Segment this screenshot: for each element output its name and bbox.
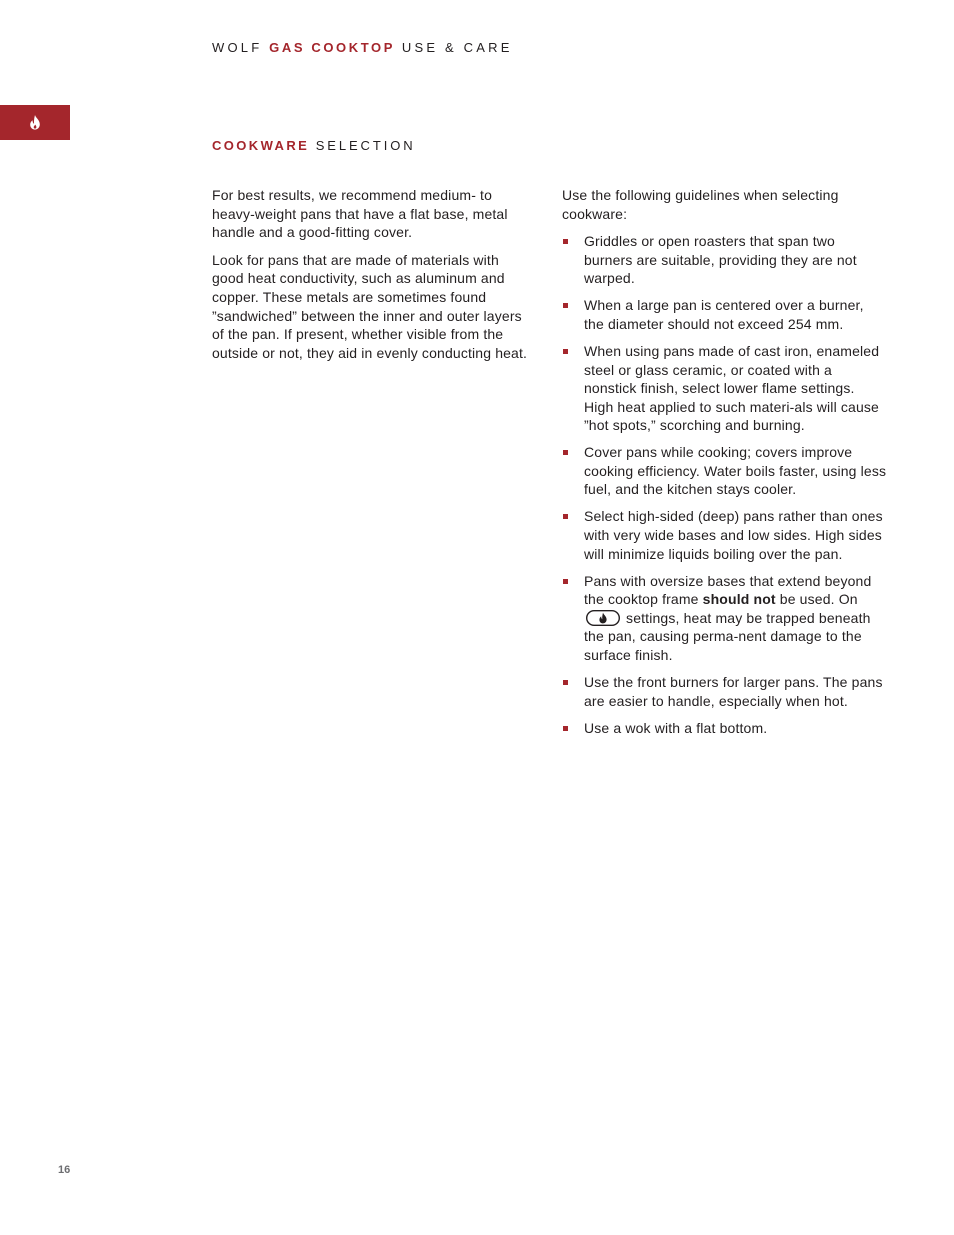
guidelines-list (562, 232, 887, 737)
list-item-text: Griddles or open roasters that span two burners are suitable, providing they are not warped. (584, 233, 857, 287)
materials-paragraph: Look for pans that are made of materials with good heat conductivity, such as aluminum and copper. These metals are sometimes found ”sandwiched” between the inner and outer layers of the pan. If present, whether visible from the outside or not, they aid in evenly conducting heat. (212, 251, 528, 361)
section-title-accent: COOKWARE (212, 138, 310, 153)
bullet-square (563, 349, 568, 354)
should-not-emphasis: should not (702, 591, 776, 608)
bullet-square (563, 303, 568, 308)
header-brand: WOLF (212, 40, 263, 55)
list-item (562, 296, 887, 333)
list-item-text: Cover pans while cooking; covers improve cooking efficiency. Water boils faster, using less fuel, and the kitchen stays cooler. (584, 444, 887, 498)
flame-icon (29, 115, 41, 130)
left-column (212, 186, 534, 371)
list-item (562, 342, 887, 435)
bullet-square (563, 680, 568, 685)
running-header (212, 40, 513, 55)
guidelines-intro: Use the following guidelines when selecting cookware: (562, 187, 839, 222)
list-item-text: Use the front burners for larger pans. The pans are easier to handle, especially when hot. (584, 674, 883, 709)
right-column (562, 186, 887, 746)
bullet-square (563, 239, 568, 244)
list-item (562, 673, 887, 710)
bullet-square (563, 514, 568, 519)
section-title (212, 138, 416, 153)
oversize-text-1: Pans with oversize bases that extend beyond the cooktop frame (584, 572, 872, 608)
list-item-text: When a large pan is centered over a burner, the diameter should not exceed 254 mm. (584, 297, 864, 332)
bullet-square (563, 726, 568, 731)
list-item (562, 719, 887, 738)
oversize-text-3: settings, heat may be trapped beneath the pan, causing perma-nent damage to the surface finish. (584, 609, 871, 664)
page-number: 16 (58, 1164, 71, 1176)
header-suffix: USE & CARE (401, 40, 513, 55)
section-title-rest: SELECTION (315, 138, 416, 153)
list-item-text: Use a wok with a flat bottom. (584, 719, 768, 736)
header-product: GAS COOKTOP (269, 40, 396, 55)
section-tab (0, 105, 70, 140)
bullet-square (563, 450, 568, 455)
list-item-text: When using pans made of cast iron, enameled steel or glass ceramic, or coated with a nonstick finish, select lower flame settings. High heat applied to such materi-als will cause ”hot spots,” scorching and burning. (584, 342, 880, 434)
high-flame-setting-icon (586, 610, 620, 626)
intro-paragraph: For best results, we recommend medium- to heavy-weight pans that have a flat base, metal handle and a good-fitting cover. (212, 187, 508, 241)
oversize-text-2: be used. On (779, 591, 858, 608)
bullet-square (563, 579, 568, 584)
list-item-text: Select high-sided (deep) pans rather than ones with very wide bases and low sides. High sides will minimize liquids boiling over the pan. (584, 508, 883, 562)
list-item (562, 507, 887, 563)
list-item (562, 572, 887, 665)
list-item (562, 232, 887, 288)
list-item (562, 443, 887, 499)
